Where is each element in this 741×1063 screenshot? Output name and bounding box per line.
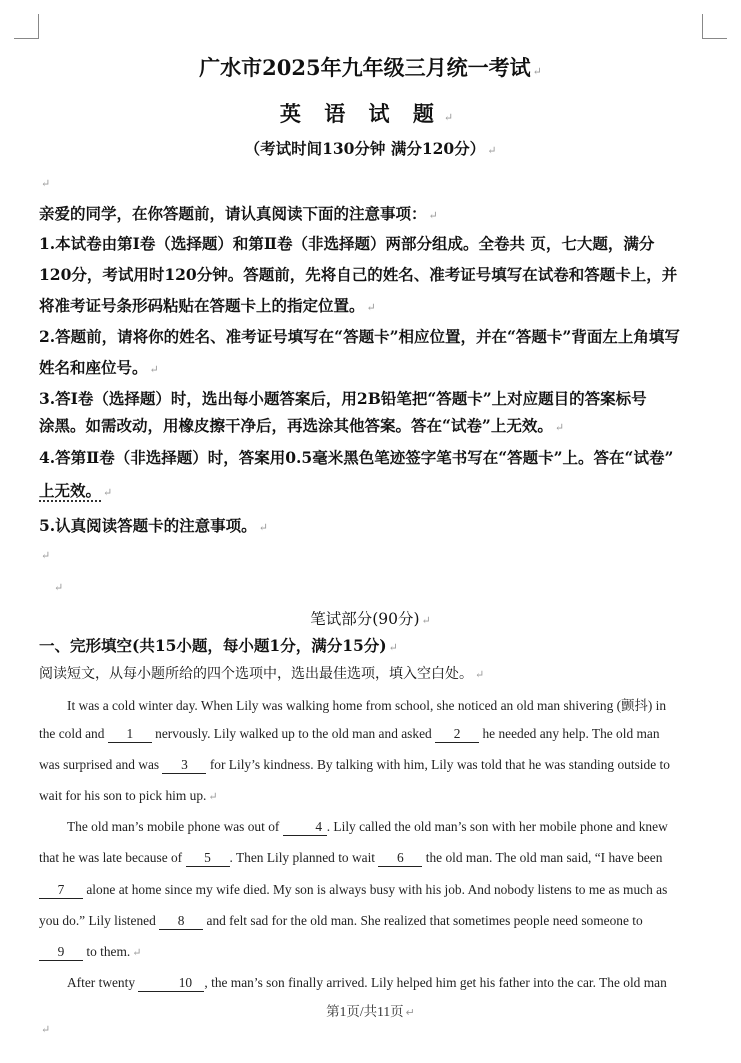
blank-1: 1 [108, 727, 152, 743]
passage-p3-line-1: After twenty 10 , the man’s son finally arrived. Lily helped him get his father into the car. The old man [67, 975, 667, 990]
passage-p1-line-4: wait for his son to pick him up. ↵ [39, 788, 218, 803]
blank-4: 4 [283, 820, 327, 836]
blank-6: 6 [378, 851, 422, 867]
subject-title: 英 语 试 题 ↵ [279, 101, 462, 126]
passage-p2-line-3: 7 alone at home since my wife died. My son is always busy with his job. And nobody listens to me as much as [39, 882, 694, 899]
instruction-3-line-1: 3.答Ⅰ卷（选择题）时，选出每小题答案后，用2B铅笔把“答题卡”上对应题目的答案标号 [39, 389, 647, 408]
blank-9: 9 [39, 945, 83, 961]
instruction-5: 5.认真阅读答题卡的注意事项。 ↵ [39, 516, 268, 535]
passage-p2-line-4: you do.” Lily listened 8 and felt sad for the old man. She realized that sometimes people need someone to [39, 913, 643, 928]
blank-2: 2 [435, 727, 479, 743]
page-footer: 第1页/共11页 ↵ [326, 1004, 415, 1019]
passage-p2-line-5: 9 to them. ↵ [39, 944, 694, 961]
passage-p1-line-2: the cold and 1 nervously. Lily walked up to the old man and asked 2 he needed any help. The old man [39, 726, 660, 741]
blank-3: 3 [162, 758, 206, 774]
written-part-heading: 笔试部分(90分) ↵ [310, 610, 431, 628]
blank-8: 8 [159, 914, 203, 930]
empty-paragraph: ↵ [41, 1023, 51, 1036]
section-1-title: 一、完形填空(共15小题，每小题1分，满分15分) ↵ [39, 636, 398, 655]
passage-p2-line-2: that he was late because of 5 . Then Lily planned to wait 6 the old man. The old man said, “I have been [39, 850, 663, 865]
blank-5: 5 [186, 851, 230, 867]
instruction-2-line-2: 姓名和座位号。 ↵ [39, 358, 159, 377]
instruction-1-line-3: 将准考证号条形码粘贴在答题卡上的指定位置。 ↵ [39, 296, 376, 315]
empty-paragraph: ↵ [54, 581, 64, 594]
instruction-1-line-2: 120分，考试用时120分钟。答题前，先将自己的姓名、准考证号填写在试卷和答题卡上，并 [39, 265, 678, 284]
instruction-4-line-1: 4.答第Ⅱ卷（非选择题）时，答案用0.5毫米黑色笔迹签字笔书写在“答题卡”上。答在“试卷” [39, 448, 674, 467]
instruction-2-line-1: 2.答题前，请将你的姓名、准考证号填写在“答题卡”相应位置，并在“答题卡”背面左上角填写 [39, 327, 680, 346]
wish-text: ↵ [41, 549, 51, 562]
instructions-greeting: 亲爱的同学，在你答题前，请认真阅读下面的注意事项： ↵ [39, 204, 438, 223]
passage-p2-line-1: The old man’s mobile phone was out of 4 . Lily called the old man’s son with her mobile phone and knew [67, 819, 668, 834]
instruction-3-line-2: 涂黑。如需改动，用橡皮擦干净后，再选涂其他答案。答在“试卷”上无效。 ↵ [39, 416, 565, 435]
instruction-1-line-1: 1.本试卷由第Ⅰ卷（选择题）和第Ⅱ卷（非选择题）两部分组成。全卷共 页，七大题，满分 [39, 234, 655, 253]
passage-p1-line-3: was surprised and was 3 for Lily’s kindness. By talking with him, Lily was told that he was standing outside to [39, 757, 670, 772]
passage-p1-line-1: It was a cold winter day. When Lily was walking home from school, she noticed an old man shivering (颤抖) in [67, 698, 667, 713]
blank-10: 10 [138, 976, 204, 992]
exam-info: （考试时间130分钟 满分120分） ↵ [244, 139, 497, 158]
empty-paragraph: ↵ [41, 177, 51, 190]
instruction-4-line-2: 上无效。 ↵ [39, 481, 113, 500]
blank-7: 7 [39, 883, 83, 899]
crop-mark-top-left [14, 14, 39, 39]
section-1-direction: 阅读短文，从每小题所给的四个选项中，选出最佳选项，填入空白处。 ↵ [39, 666, 485, 682]
crop-mark-top-right [702, 14, 727, 39]
exam-title: 广水市2025年九年级三月统一考试 ↵ [199, 55, 542, 80]
